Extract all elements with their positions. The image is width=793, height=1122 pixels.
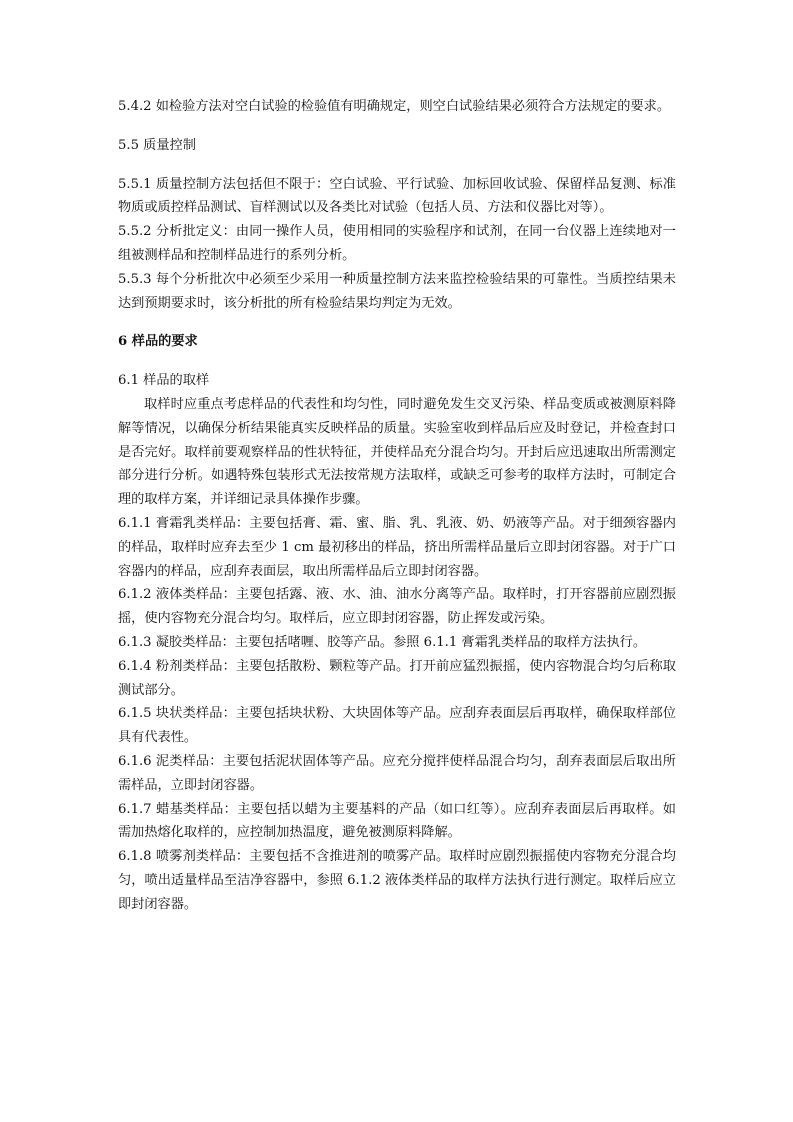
clause-5-5-3: 5.5.3 每个分析批次中必须至少采用一种质量控制方法来监控检验结果的可靠性。当质控结果未达到预期要求时，该分析批的所有检验结果均判定为无效。	[118, 271, 676, 311]
clause-6-1-8: 6.1.8 喷雾剂类样品：主要包括不含推进剂的喷雾产品。取样时应剧烈振摇使内容物充分混合均匀，喷出适量样品至洁净容器中，参照 6.1.2 液体类样品的取样方法执行进行测定。取样后应立即封闭容器。	[118, 849, 676, 912]
clause-6-1-7: 6.1.7 蜡基类样品：主要包括以蜡为主要基料的产品（如口红等）。应刮弃表面层后再取样。如需加热熔化取样的，应控制加热温度，避免被测原料降解。	[118, 801, 676, 841]
clause-6-1-5: 6.1.5 块状类样品：主要包括块状粉、大块固体等产品。应刮弃表面层后再取样，确保取样部位具有代表性。	[118, 706, 676, 746]
document-body	[118, 95, 676, 917]
clause-6-1-4: 6.1.4 粉剂类样品：主要包括散粉、颗粒等产品。打开前应猛烈振摇，使内容物混合均匀后称取测试部分。	[118, 658, 676, 698]
clause-6-1-2: 6.1.2 液体类样品：主要包括露、液、水、油、油水分离等产品。取样时，打开容器前应剧烈振摇，使内容物充分混合均匀。取样后，应立即封闭容器，防止挥发或污染。	[118, 587, 676, 627]
clause-5-5-1: 5.5.1 质量控制方法包括但不限于：空白试验、平行试验、加标回收试验、保留样品复测、标准物质或质控样品测试、盲样测试以及各类比对试验（包括人员、方法和仪器比对等）。	[118, 176, 676, 216]
clause-6-1-1: 6.1.1 膏霜乳类样品：主要包括膏、霜、蜜、脂、乳、乳液、奶、奶液等产品。对于细颈容器内的样品，取样时应弃去至少 1 cm 最初移出的样品，挤出所需样品量后立即封闭容器。对于广口容器内的样品，应刮弃表面层，取出所需样品后立即封闭容器。	[118, 515, 676, 579]
clause-6-1-intro: 取样时应重点考虑样品的代表性和均匀性，同时避免发生交叉污染、样品变质或被测原料降解等情况，以确保分析结果能真实反映样品的质量。实验室收到样品后应及时登记，并检查封口是否完好。取样前要观察样品的性状特征，并使样品充分混合均匀。开封后应迅速取出所需测定部分进行分析。如遇特殊包装形式无法按常规方法取样，或缺乏可参考的取样方法时，可制定合理的取样方案，并详细记录具体操作步骤。	[118, 396, 676, 508]
clause-6-1-6: 6.1.6 泥类样品：主要包括泥状固体等产品。应充分搅拌使样品混合均匀，刮弃表面层后取出所需样品，立即封闭容器。	[118, 753, 676, 793]
heading-6-1: 6.1 样品的取样	[118, 373, 210, 389]
heading-5-5: 5.5 质量控制	[118, 137, 196, 153]
clause-6-1-3: 6.1.3 凝胶类样品：主要包括啫喱、胶等产品。参照 6.1.1 膏霜乳类样品的取样方法执行。	[118, 634, 647, 650]
heading-6: 6 样品的要求	[118, 334, 198, 350]
clause-5-4-2: 5.4.2 如检验方法对空白试验的检验值有明确规定，则空白试验结果必须符合方法规定的要求。	[118, 99, 671, 114]
clause-5-5-2: 5.5.2 分析批定义：由同一操作人员，使用相同的实验程序和试剂，在同一台仪器上连续地对一组被测样品和控制样品进行的系列分析。	[118, 224, 676, 263]
